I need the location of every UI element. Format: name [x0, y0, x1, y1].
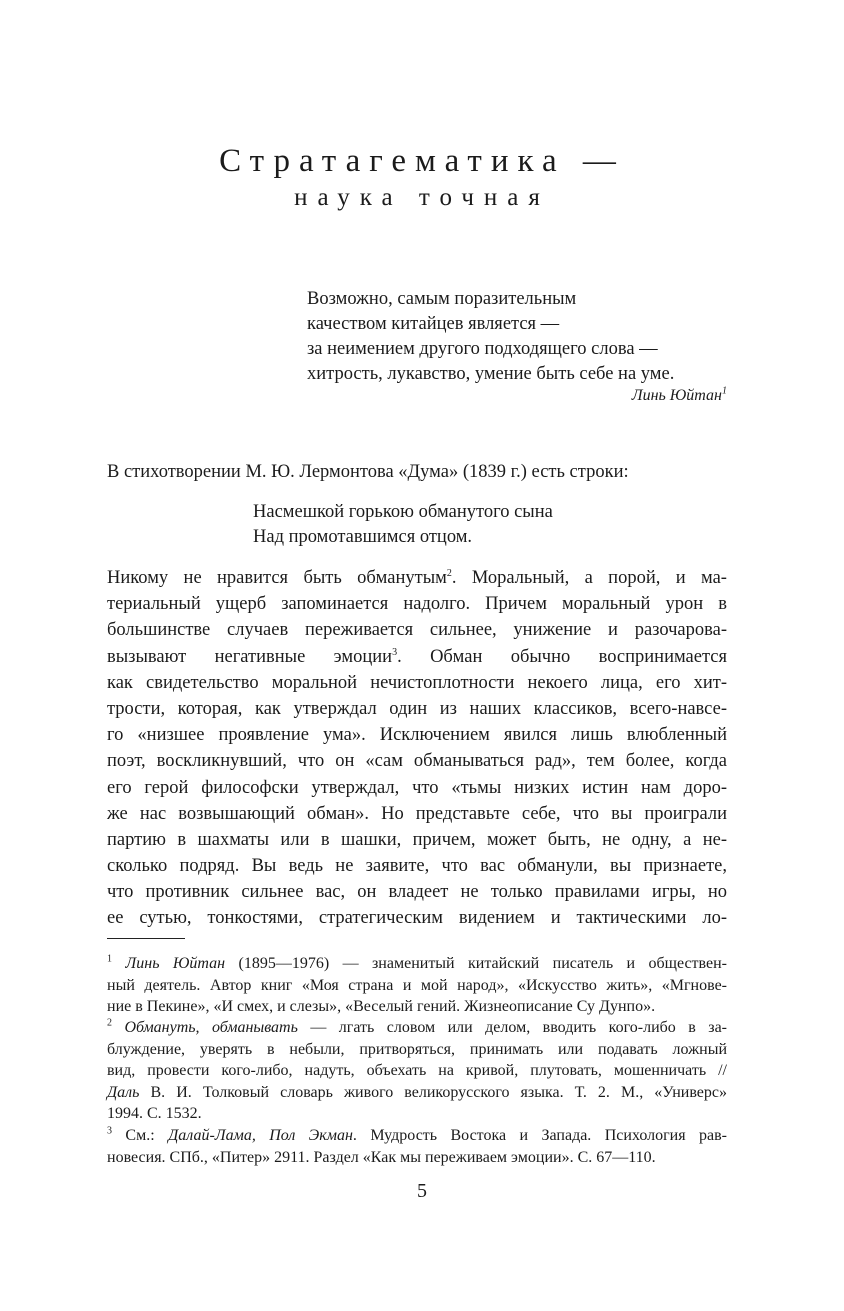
paragraph-line: териальный ущерб запоминается надолго. Причем моральный урон в — [107, 594, 727, 615]
paragraph-line-text: Никому не нравится быть обманутым — [107, 568, 447, 588]
footnote-text: (1895—1976) — знаменитый китайский писатель и обществен- — [225, 955, 728, 972]
paragraph-line: же нас возвышающий обман». Но представьте себе, что вы проиграли — [107, 803, 727, 824]
verse-line: Над промотавшимся отцом. — [253, 527, 473, 547]
chapter-title-line1: Стратагематика — — [219, 143, 625, 179]
footnote-divider — [107, 938, 185, 939]
footnote-text: В. И. Толковый словарь живого великорусского языка. Т. 2. М., «Универс» — [139, 1083, 727, 1101]
paragraph-line: поэт, воскликнувший, что он «сам обманываться рад», тем более, когда — [107, 751, 727, 772]
footnote-number: 2 — [107, 1017, 112, 1029]
footnote-line: ние в Пекине», «И смех, и слезы», «Веселый гений. Жизнеописание Су Дунпо». — [107, 998, 656, 1015]
paragraph-line-text: . Моральный, а порой, и ма- — [451, 568, 727, 588]
paragraph-line — [107, 565, 727, 591]
verse-quote — [253, 500, 553, 550]
epigraph-author — [632, 383, 727, 408]
footnote-line — [107, 953, 727, 975]
footnote-line: ный деятель. Автор книг «Моя страна и мой народ», «Искусство жить», «Мгнове- — [107, 976, 727, 994]
paragraph-line: трости, которая, как утверждал один из наших классиков, всего-навсе- — [107, 698, 727, 719]
footnote-name: Линь Юйтан — [125, 955, 226, 972]
verse-line: Насмешкой горькою обманутого сына — [253, 502, 553, 522]
paragraph-line: его герой философски утверждал, что «тьмы низких истин нам доро- — [107, 777, 727, 798]
footnote-text: . Мудрость Востока и Запада. Психология рав- — [352, 1127, 727, 1144]
footnote-line — [107, 1017, 727, 1039]
footnote-line — [107, 1082, 727, 1104]
footnote-1 — [107, 953, 727, 1018]
footnote-line: блуждение, уверять в небыли, притворяться, принимать или подавать ложный — [107, 1040, 727, 1058]
footnote-author: Даль — [107, 1083, 140, 1101]
footnote-2 — [107, 1017, 727, 1125]
footnote-line: вид, провести кого-либо, надуть, объехать на кривой, плутовать, мошенничать // — [107, 1062, 727, 1079]
paragraph-line: что противник сильнее вас, он владеет не только правилами игры, но — [107, 882, 727, 903]
epigraph-line: Возможно, самым поразительным — [307, 289, 577, 309]
footnote-line: новесия. СПб., «Питер» 2911. Раздел «Как мы переживаем эмоции». С. 67—110. — [107, 1148, 656, 1166]
paragraph-line: ее сутью, тонкостями, стратегическим видением и тактическими ло- — [107, 908, 727, 929]
footnote-authors: Далай-Лама, Пол Экман — [168, 1127, 353, 1144]
paragraph-line-text: вызывают негативные эмоции — [107, 646, 393, 667]
paragraph-line: сколько подряд. Вы ведь не заявите, что вас обманули, вы признаете, — [107, 856, 727, 877]
epigraph-line: хитрость, лукавство, умение быть себе на уме. — [307, 364, 675, 384]
footnote-text: — лгать словом или делом, вводить кого-либо в за- — [297, 1019, 728, 1036]
epigraph-line: качеством китайцев является — — [307, 314, 560, 334]
footnote-line — [107, 1125, 727, 1147]
paragraph-line: большинстве случаев переживается сильнее, унижение и разочарова- — [107, 620, 727, 641]
paragraph-line — [107, 644, 727, 670]
epigraph-footnote-ref: 1 — [722, 385, 727, 397]
page-number: 5 — [417, 1180, 427, 1202]
epigraph — [307, 287, 727, 404]
footnote-ref-3: 3 — [392, 646, 398, 658]
paragraph-line: как свидетельство моральной нечистоплотности некоего лица, его хит- — [107, 672, 727, 693]
epigraph-line: за неимением другого подходящего слова — — [307, 339, 658, 359]
footnote-number: 3 — [107, 1125, 112, 1137]
paragraph-line: го «низшее проявление ума». Исключением явился лишь влюбленный — [107, 725, 727, 746]
footnote-text: См.: — [112, 1127, 169, 1144]
paragraph-line-text: . Обман обычно воспринимается — [397, 646, 727, 667]
epigraph-author-name: Линь Юйтан — [631, 387, 722, 404]
footnote-line: 1994. С. 1532. — [107, 1105, 202, 1122]
main-paragraph — [107, 565, 727, 932]
chapter-title-line2: наука точная — [294, 184, 550, 211]
footnote-number: 1 — [107, 953, 112, 965]
footnote-ref-2: 2 — [446, 567, 452, 579]
paragraph-line: партию в шахматы или в шашки, причем, может быть, не одну, а не- — [107, 829, 727, 850]
footnote-term: Обмануть, обманывать — [124, 1019, 298, 1036]
intro-sentence: В стихотворении М. Ю. Лермонтова «Дума» (1839 г.) есть строки: — [107, 462, 629, 482]
footnote-3 — [107, 1125, 727, 1168]
